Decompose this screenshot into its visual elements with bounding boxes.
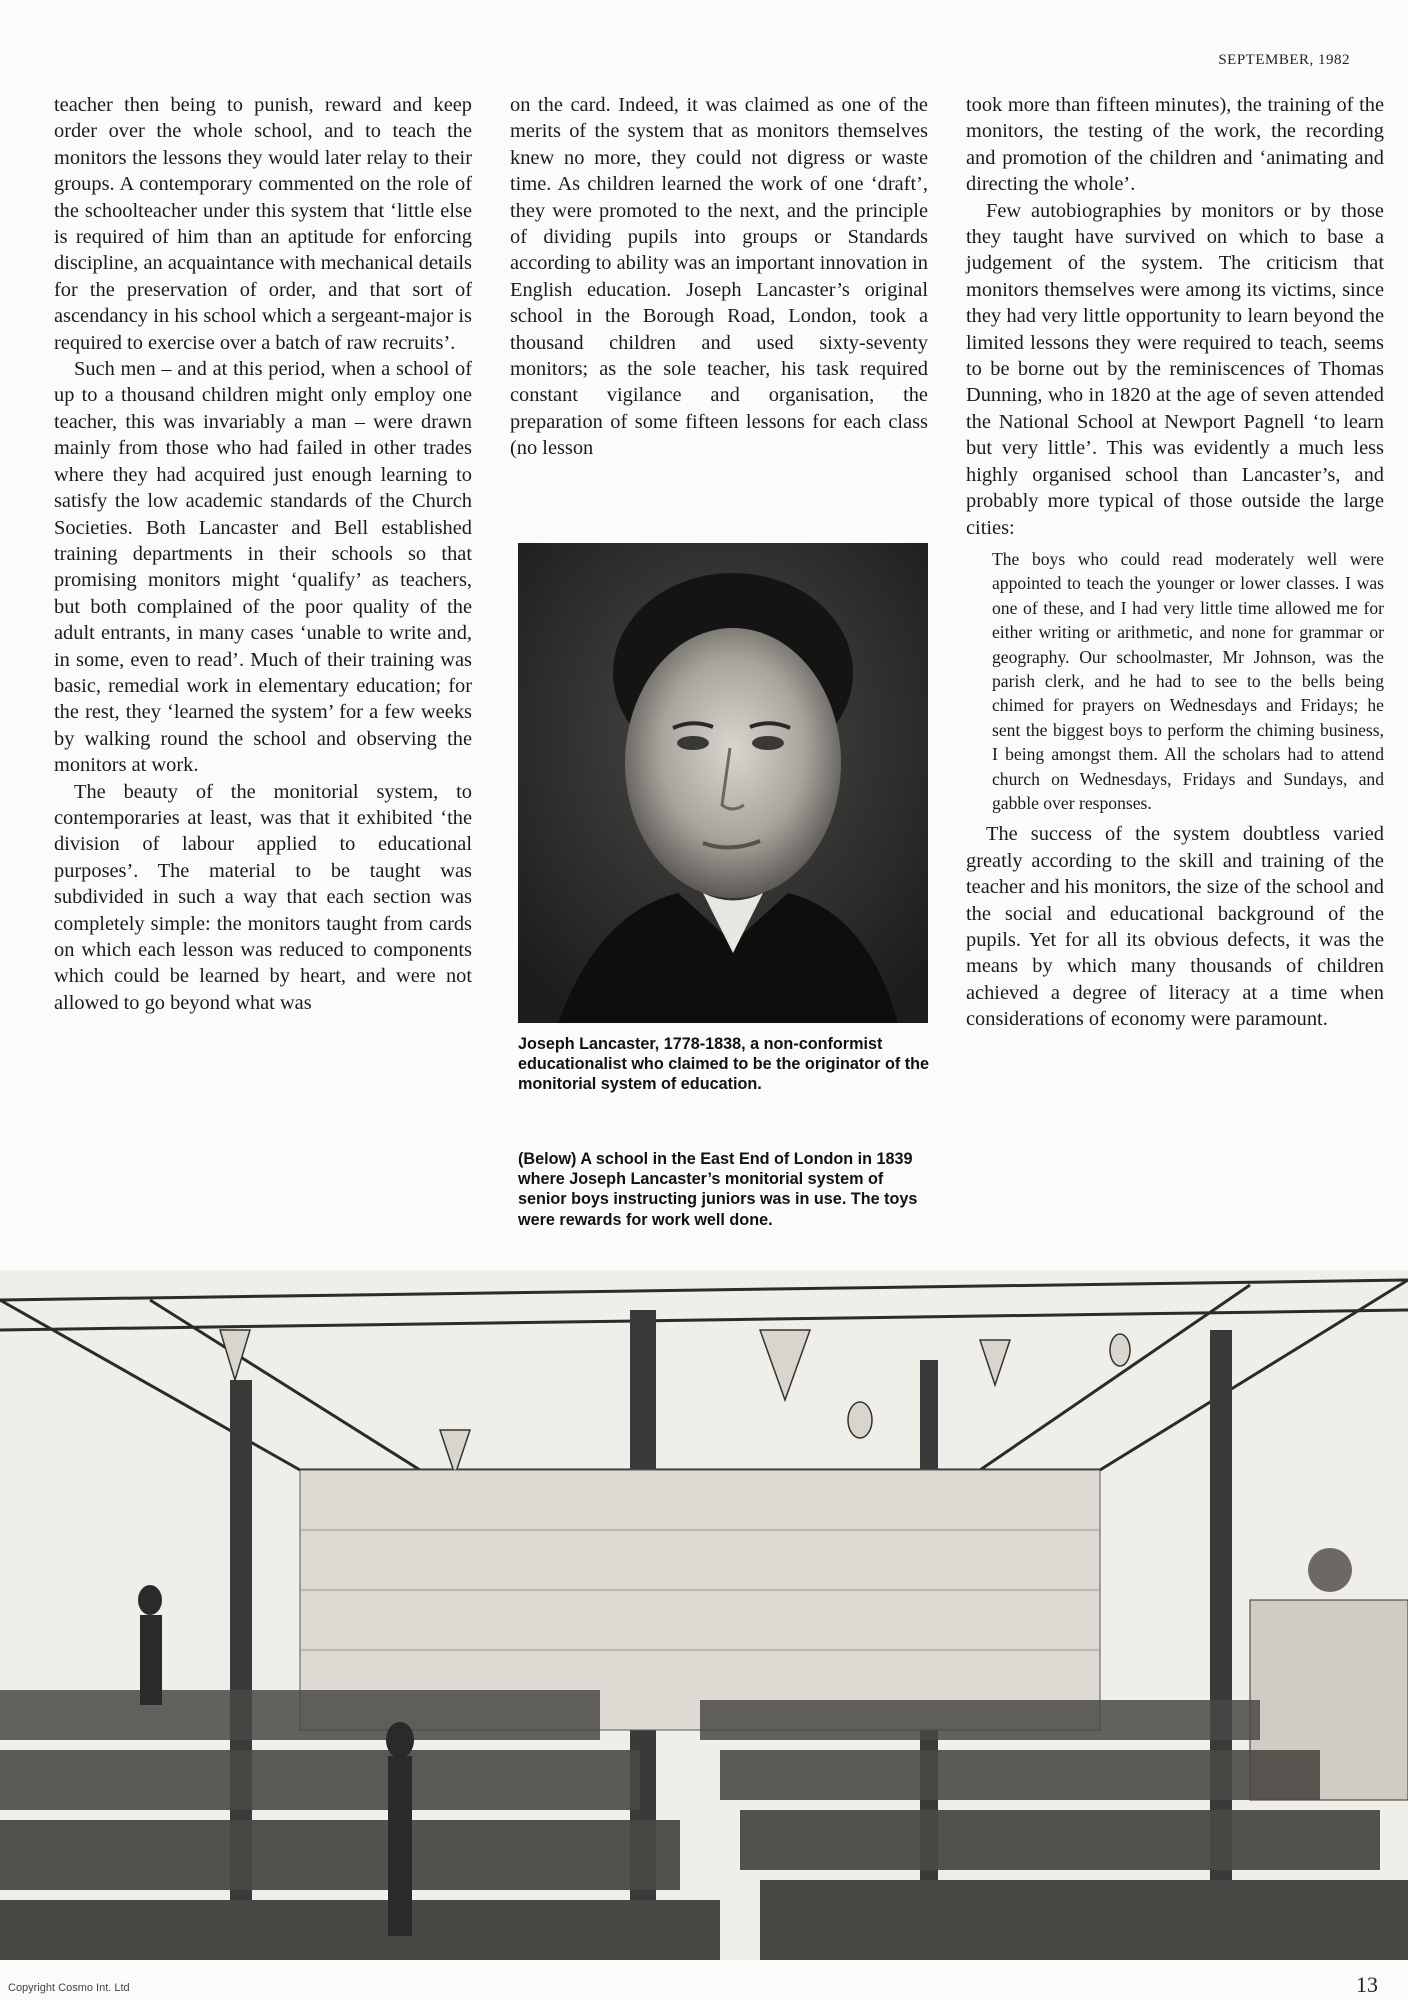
block-quote: The boys who could read moderately well were appointed to teach the younger or lower classes. I was one of these, and I had very little time allowed me for either writing or arithmetic, and none for grammar or geography. Our schoolmaster, Mr Johnson, was the parish clerk, and he had to see to the bells being chimed for prayers on Wednesdays and Fridays; he sent the biggest boys to perform the chiming business, I being amongst them. All the scholars had to attend church on Wednesdays, Fridays and Sundays, and gabble over responses. [992, 548, 1384, 813]
engraving-caption: (Below) A school in the East End of London in 1839 where Joseph Lancaster’s monitorial system of senior boys instructing juniors was in use. The toys were rewards for work well done. [518, 1150, 918, 1229]
portrait-illustration [518, 543, 928, 1023]
copyright-notice: Copyright Cosmo Int. Ltd [8, 1982, 130, 1994]
paragraph: The success of the system doubtless varied greatly according to the skill and training of the teacher and his monitors, the size of the school and the social and educational background of the pupils. Yet for all its obvious defects, it was the means by which many thousands of children achieved a degree of literacy at a time when considerations of economy were paramount. [966, 823, 1384, 1031]
schoolroom-engraving [0, 1270, 1408, 1960]
column-3 [966, 92, 1384, 1033]
running-head: SEPTEMBER, 1982 [1218, 52, 1350, 68]
paragraph: on the card. Indeed, it was claimed as one of the merits of the system that as monitors themselves knew no more, they could not digress or waste time. As children learned the work of one ‘draft’, they were promoted to the next, and the principle of dividing pupils into groups or Standards according to ability was an important innovation in English education. Joseph Lancaster’s original school in the Borough Road, London, took a thousand children and used sixty-seventy monitors; as the sole teacher, his task required constant vigilance and organisation, the preparation of some fifteen lessons for each class (no lesson [510, 94, 928, 460]
page-number: 13 [1356, 1972, 1378, 1997]
paragraph: Few autobiographies by monitors or by those they taught have survived on which to base a judgement of the system. The criticism that monitors themselves were among its victims, since they had very little opportunity to learn beyond the limited lessons they were required to teach, seems to be borne out by the reminiscences of Thomas Dunning, who in 1820 at the age of seven attended the National School at Newport Pagnell ‘to learn but very little’. This was evidently a much less highly organised school than Lancaster’s, and probably more typical of those outside the large cities: [966, 199, 1384, 539]
engraving-illustration [0, 1270, 1408, 1960]
paragraph: Such men – and at this period, when a school of up to a thousand children might only employ one teacher, this was invariably a man – were drawn mainly from those who had failed in other trades where they had acquired just enough learning to satisfy the low academic standards of the Church Societies. Both Lancaster and Bell established training departments in their schools so that promising monitors might ‘qualify’ as teachers, but both complained of the poor quality of the adult entrants, in many cases ‘unable to write and, in some, even to read’. Much of their training was basic, remedial work in elementary education; for the rest, they ‘learned the system’ for a few weeks by walking round the school and observing the monitors at work. [54, 358, 472, 777]
paragraph: teacher then being to punish, reward and keep order over the whole school, and to teach the monitors the lessons they would later relay to their groups. A contemporary commented on the role of the schoolteacher under this system that ‘little else is required of him than an aptitude for enforcing discipline, an acquaintance with mechanical details for the preservation of order, and that sort of ascendancy in his school which a sergeant-major is required to exercise over a batch of raw recruits’. [54, 94, 472, 354]
portrait-joseph-lancaster [518, 543, 928, 1023]
column-1 [54, 92, 472, 1016]
paragraph: took more than fifteen minutes), the training of the monitors, the testing of the work, the recording and promotion of the children and ‘animating and directing the whole’. [966, 94, 1384, 196]
column-2 [510, 92, 928, 462]
portrait-caption: Joseph Lancaster, 1778-1838, a non-conformist educationalist who claimed to be the originator of the monitorial system of education. [518, 1035, 930, 1094]
paragraph: The beauty of the monitorial system, to contemporaries at least, was that it exhibited ‘the division of labour applied to educational purposes’. The material to be taught was subdivided in such a way that each section was completely simple: the monitors taught from cards on which each lesson was reduced to components which could be learned by heart, and were not allowed to go beyond what was [54, 780, 472, 1014]
